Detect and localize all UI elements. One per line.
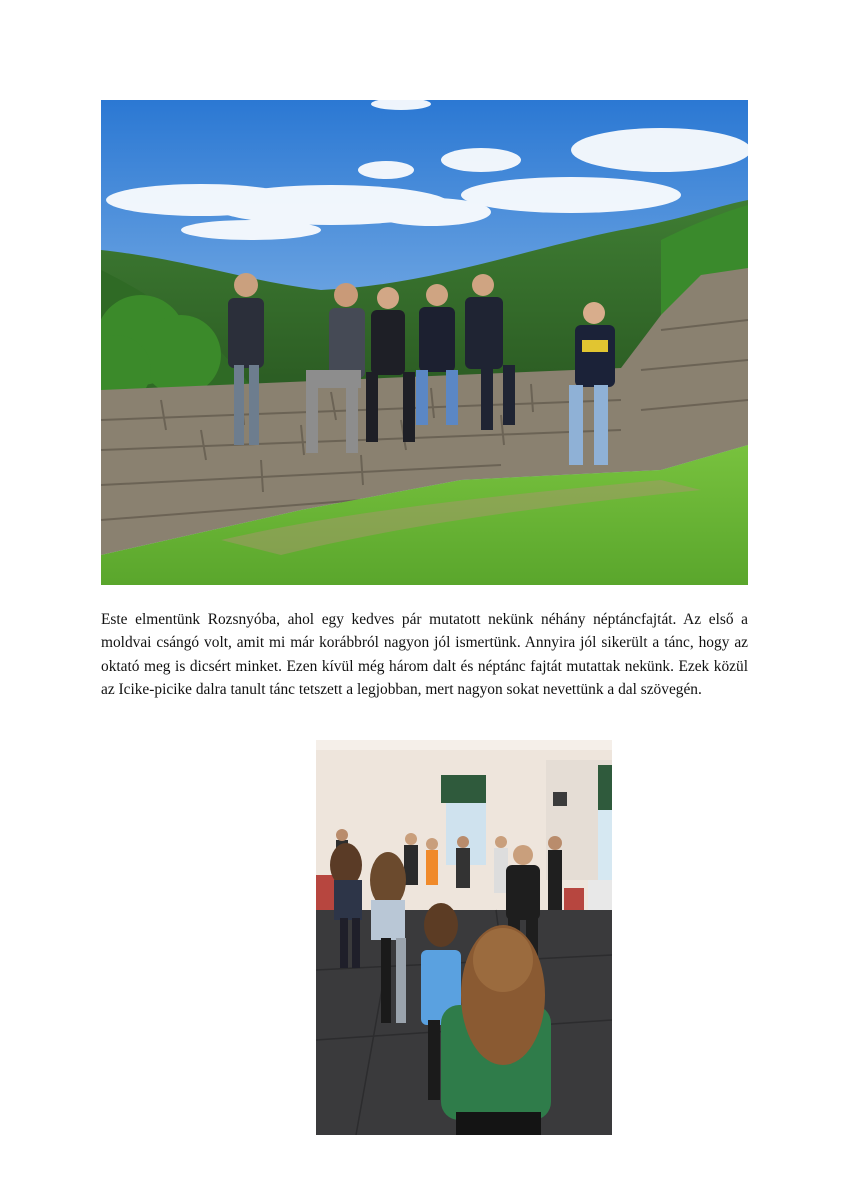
castle-wall-group-photo <box>101 100 748 585</box>
paragraph: Este elmentünk Rozsnyóba, ahol egy kedves pár mutatott nekünk néhány néptáncfajtát. Az első a moldvai csángó volt, amit mi már korábbról nagyon jól ismertünk. Annyira jól sikerült a tánc, hogy az oktató meg is dicsért minket. Ezen kívül még három dalt és néptánc fajtát mutattak nekünk. Ezek közül az Icike-picike dalra tanult tánc tetszett a legjobban, mert nagyon sokat nevettünk a dal szövegén. <box>101 611 748 699</box>
dance-hall-photo <box>316 740 612 1135</box>
